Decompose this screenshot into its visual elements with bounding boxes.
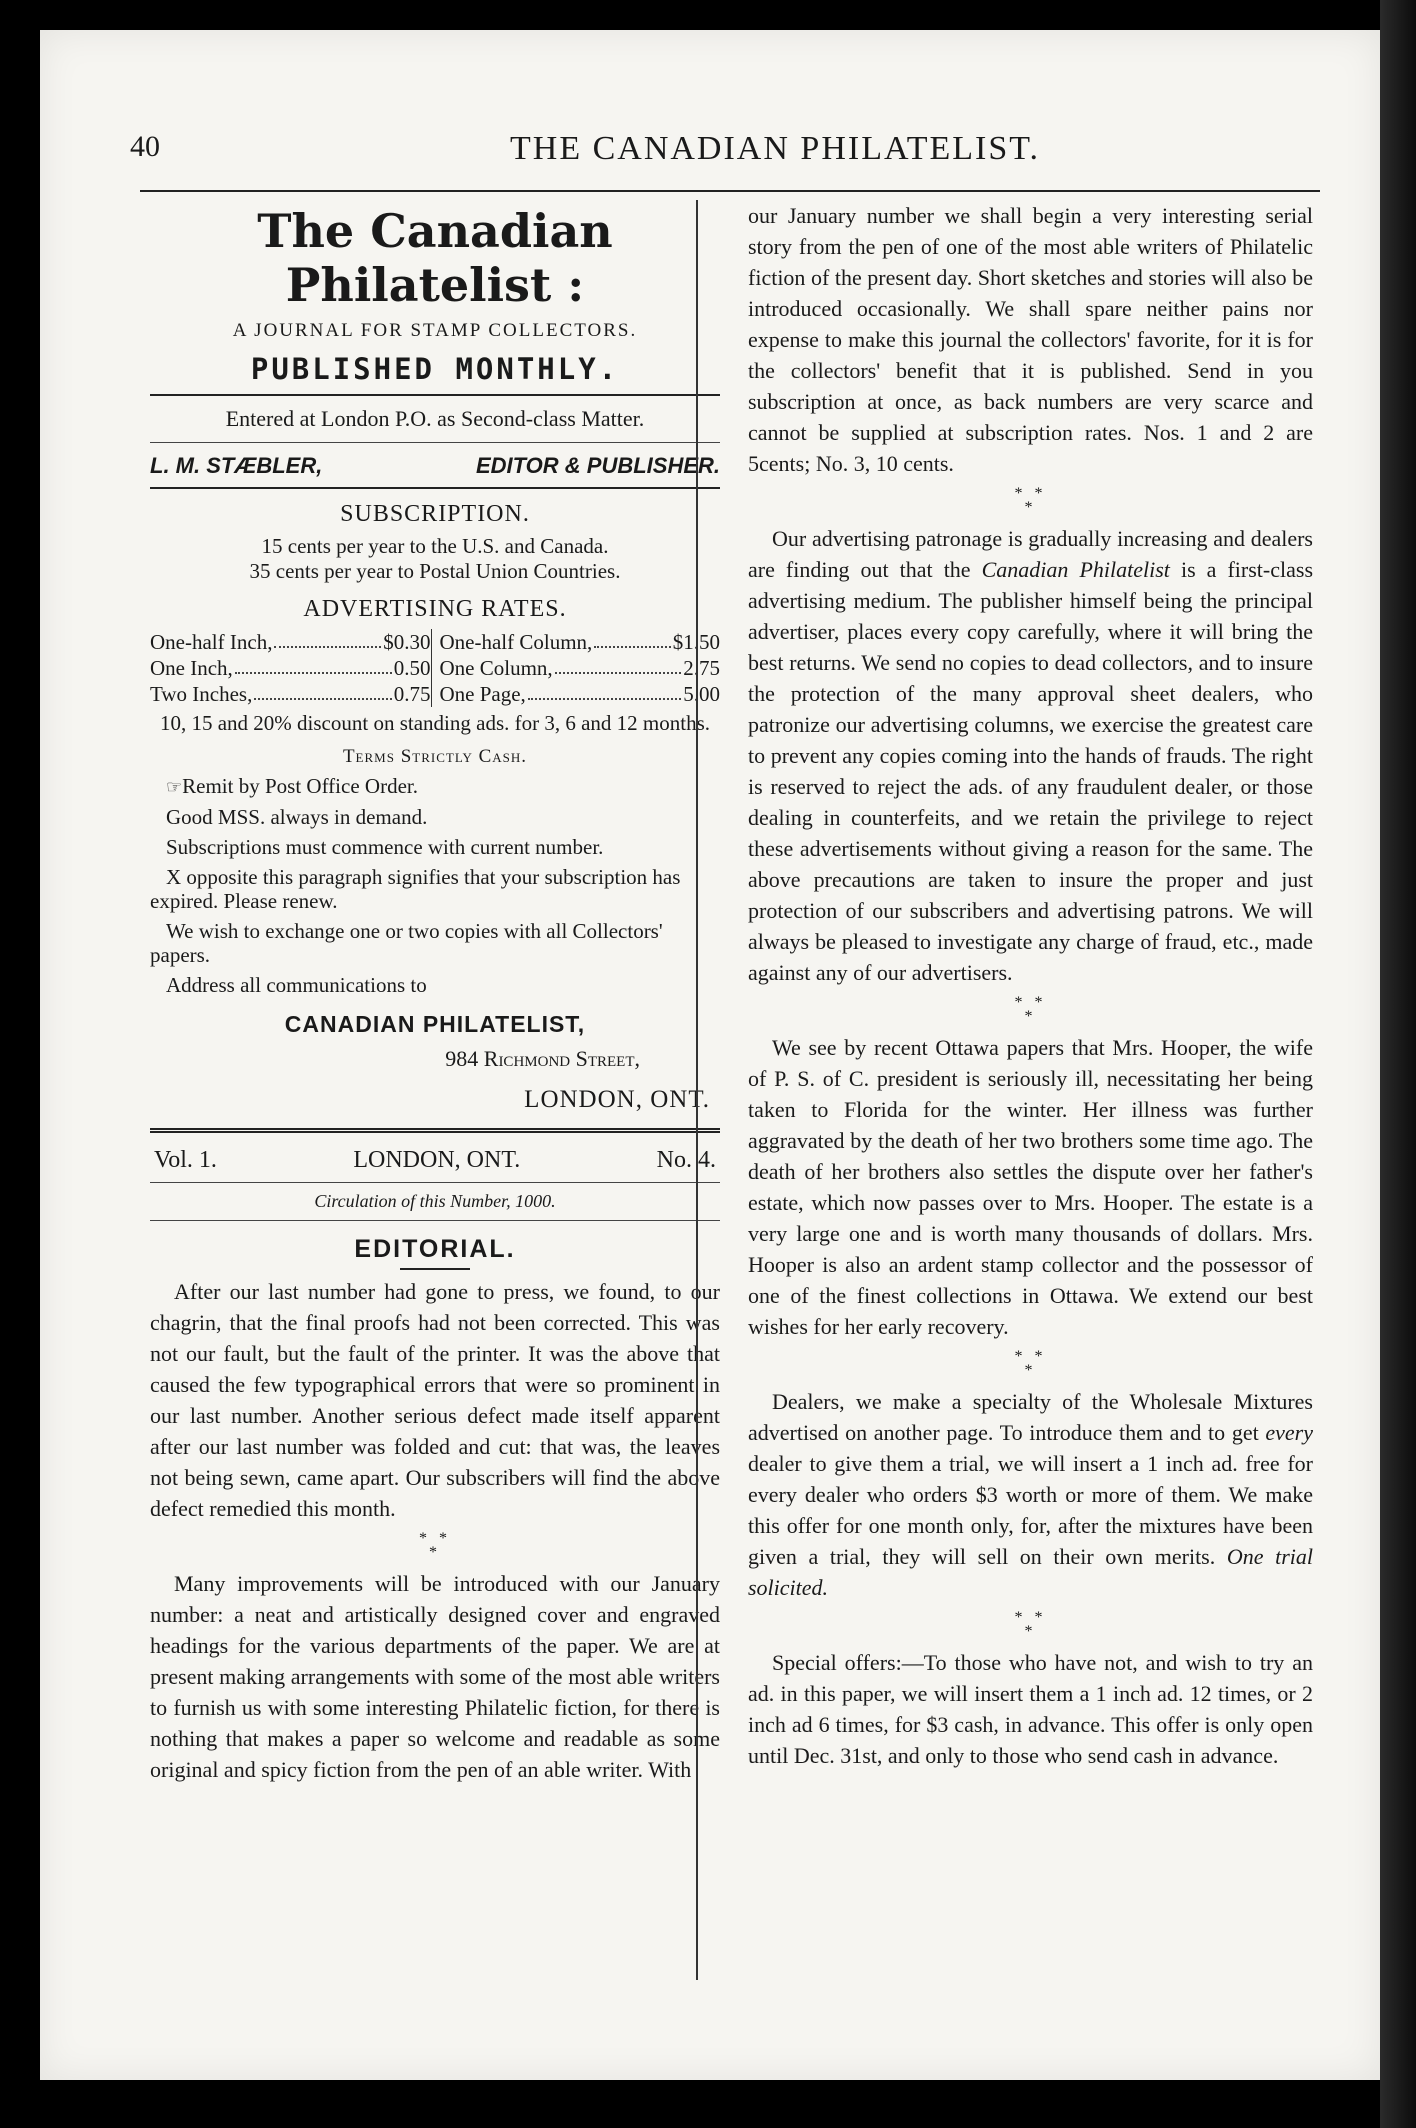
running-title: THE CANADIAN PHILATELIST. xyxy=(510,130,1041,167)
issue-number: No. 4. xyxy=(656,1147,716,1173)
paragraph-text: Dealers, we make a specialty of the Wholesale Mixtures advertised on another page. To introduce them and to get xyxy=(748,1389,1313,1445)
address-name: CANADIAN PHILATELIST, xyxy=(284,1011,586,1037)
rate-price: 0.75 xyxy=(393,682,431,706)
separator-stars: * * xyxy=(419,1530,451,1547)
subscription-line-1: 15 cents per year to the U.S. and Canada. xyxy=(261,534,609,558)
separator-stars: * * xyxy=(1014,1609,1047,1626)
rate-row xyxy=(440,629,721,655)
double-rule xyxy=(150,1128,720,1133)
dot-leader xyxy=(528,681,681,700)
head-rule xyxy=(140,190,1320,192)
separator-stars: * * xyxy=(1014,485,1047,502)
rate-label: One-half Column, xyxy=(439,630,593,654)
rule xyxy=(150,487,720,489)
section-separator xyxy=(748,1611,1313,1639)
dot-leader xyxy=(274,629,381,648)
dot-leader xyxy=(594,629,670,648)
editorial-heading: EDITORIAL. xyxy=(354,1235,516,1263)
remit-text: Remit by Post Office Order. xyxy=(182,774,418,798)
left-column xyxy=(150,200,720,1785)
rate-label: One Column, xyxy=(439,656,553,680)
pointing-hand-icon: ☞ xyxy=(166,777,183,797)
rule xyxy=(150,1220,720,1221)
exchange-notice: We wish to exchange one or two copies with all Collectors' papers. xyxy=(150,919,663,967)
editorial-paragraph-2: Many improvements will be introduced with our January number: a neat and artistically designed cover and engraved headings for the various departments of the paper. We are at present making arrangements with some of the most able writers to furnish us with some interesting Philatelic fiction, for there is nothing that makes a paper so welcome and readable as some original and spicy fiction from the pen of an able writer. With xyxy=(150,1571,720,1782)
address-street: 984 Richmond Street, xyxy=(445,1046,640,1071)
running-head xyxy=(130,100,1290,167)
editor-name: L. M. STÆBLER, xyxy=(150,453,323,478)
entered-notice: Entered at London P.O. as Second-class Matter. xyxy=(225,406,645,431)
rate-price: 2.75 xyxy=(683,656,720,680)
section-separator xyxy=(748,996,1313,1024)
volume-place: LONDON, ONT. xyxy=(353,1147,521,1173)
editorial-paragraph-2-continued: our January number we shall begin a very interesting serial story from the pen of one of the most able writers of Philatelic fiction of the present day. Short sketches and stories will also be introduced occasionally. We shall spare neither pains nor expense to make this journal the collectors' favorite, for it is for the collectors' benefit that it is published. Send in you subscription at once, as back numbers are very scarce and cannot be supplied at subscription rates. Nos. 1 and 2 are 5cents; No. 3, 10 cents. xyxy=(748,203,1313,476)
editorial-paragraph-1: After our last number had gone to press, we found, to our chagrin, that the final proofs had not been corrected. This was not our fault, but the fault of the printer. It was the above that caused the few typographical errors that were so prominent in our last number. Another serious defect made itself apparent after our last number was folded and cut: that was, the leaves not being sewn, came apart. Our subscribers will find the above defect remedied this month. xyxy=(150,1279,720,1521)
rate-price: $0.30 xyxy=(383,630,431,654)
journal-name: Canadian Philatelist xyxy=(981,557,1170,582)
rates-column-left xyxy=(150,629,431,707)
closing-line: One trial solicited. xyxy=(748,1544,1313,1600)
dot-leader xyxy=(254,681,391,700)
published-monthly: PUBLISHED MONTHLY. xyxy=(250,352,620,386)
right-column xyxy=(748,200,1313,1771)
separator-stars: * * xyxy=(1014,994,1047,1011)
editorial-paragraph-6: Special offers:—To those who have not, and wish to try an ad. in this paper, we will insert them a 1 inch ad. 12 times, or 2 inch ad 6 times, for $3 cash, in advance. This offer is only open until Dec. 31st, and only to those who send cash in advance. xyxy=(748,1650,1313,1768)
book-binding-edge xyxy=(1380,0,1416,2128)
separator-star: * xyxy=(1024,1362,1037,1379)
rate-label: One Inch, xyxy=(150,656,233,680)
editor-row xyxy=(150,453,720,479)
column-divider xyxy=(696,200,698,1980)
rate-row xyxy=(150,655,431,681)
terms-notice: Terms Strictly Cash. xyxy=(342,746,528,767)
emphasis-text: every xyxy=(1265,1420,1313,1445)
rate-row xyxy=(150,629,431,655)
rate-price: 0.50 xyxy=(393,656,431,680)
editor-role: EDITOR & PUBLISHER. xyxy=(475,453,720,478)
paragraph-text: Our advertising patronage is gradually increasing and dealers are finding out that the xyxy=(748,526,1313,582)
separator-star: * xyxy=(1024,1008,1037,1025)
address-intro: Address all communications to xyxy=(166,973,427,997)
subscription-line-2: 35 cents per year to Postal Union Countries. xyxy=(249,559,621,583)
section-separator xyxy=(748,487,1313,515)
editorial-paragraph-5 xyxy=(748,1386,1313,1603)
rate-row xyxy=(440,681,721,707)
rate-price: $1.50 xyxy=(672,630,720,654)
separator-star: * xyxy=(1024,1623,1037,1640)
address-city: LONDON, ONT. xyxy=(524,1086,710,1113)
editorial-paragraph-4: We see by recent Ottawa papers that Mrs. Hooper, the wife of P. S. of C. president is seriously ill, necessitating her being taken to Florida for the winter. Her illness was further aggravated by the death of her two brothers some time ago. The death of her brothers also settles the dispute over her father's estate, which now passes over to Mrs. Hooper. The estate is a very large one and is worth many thousands of dollars. Mrs. Hooper is also an ardent stamp collector and the possessor of one of the finest collections in Ottawa. We extend our best wishes for her early recovery. xyxy=(748,1035,1313,1339)
separator-star: * xyxy=(1024,499,1037,516)
rule xyxy=(150,1182,720,1183)
paragraph-text: dealer to give them a trial, we will insert a 1 inch ad. free for every dealer who orders $3 worth or more of them. We make this offer for one month only, for, after the mixtures have been given a trial, they will sell on their own merits. xyxy=(748,1451,1313,1569)
separator-stars: * * xyxy=(1014,1348,1047,1365)
section-separator xyxy=(150,1532,720,1560)
masthead-tagline: A JOURNAL FOR STAMP COLLECTORS. xyxy=(232,320,638,341)
rates-table xyxy=(150,629,720,707)
rule xyxy=(150,394,720,396)
rate-row xyxy=(440,655,721,681)
separator-star: * xyxy=(429,1544,441,1561)
rates-column-right xyxy=(431,629,721,707)
paragraph-text: is a first-class advertising medium. The publisher himself being the principal advertiser, places every copy carefully, where it will bring the best returns. We send no copies to dead collectors, and to insure the protection of the many approval sheet dealers, who patronize our advertising columns, we exercise the greatest care to prevent any copies coming into the hands of frauds. The right is reserved to reject the ads. of any fraudulent dealer, or those dealing in counterfeits, and we retain the privilege to reject these advertisements without giving a reason for the same. The above precautions are taken to insure the proper and just protection of our subscribers and advertising patrons. We will always be pleased to investigate any charge of fraud, etc., made against any of our advertisers. xyxy=(748,557,1314,985)
short-rule xyxy=(400,1268,470,1270)
circulation-notice: Circulation of this Number, 1000. xyxy=(314,1191,556,1211)
volume-number: Vol. 1. xyxy=(154,1147,217,1173)
rate-label: One-half Inch, xyxy=(150,630,273,654)
rule xyxy=(150,442,720,443)
subscriptions-notice: Subscriptions must commence with current number. xyxy=(166,835,604,859)
editorial-paragraph-3 xyxy=(748,523,1313,988)
section-separator xyxy=(748,1350,1313,1378)
mss-notice: Good MSS. always in demand. xyxy=(166,805,428,829)
page-number: 40 xyxy=(130,130,160,163)
rate-label: Two Inches, xyxy=(150,682,253,706)
remit-notice xyxy=(150,774,720,799)
dot-leader xyxy=(555,655,682,674)
expired-notice: X opposite this paragraph signifies that your subscription has expired. Please renew. xyxy=(150,865,681,913)
discount-notice: 10, 15 and 20% discount on standing ads. for 3, 6 and 12 months. xyxy=(159,711,711,735)
rate-label: One Page, xyxy=(439,682,526,706)
rate-price: 5.00 xyxy=(683,682,720,706)
subscription-heading: SUBSCRIPTION. xyxy=(340,501,530,527)
masthead-title: The Canadian Philatelist : xyxy=(257,204,613,312)
advertising-heading: ADVERTISING RATES. xyxy=(303,596,567,622)
volume-row xyxy=(154,1147,716,1174)
rate-row xyxy=(150,681,431,707)
dot-leader xyxy=(235,655,392,674)
